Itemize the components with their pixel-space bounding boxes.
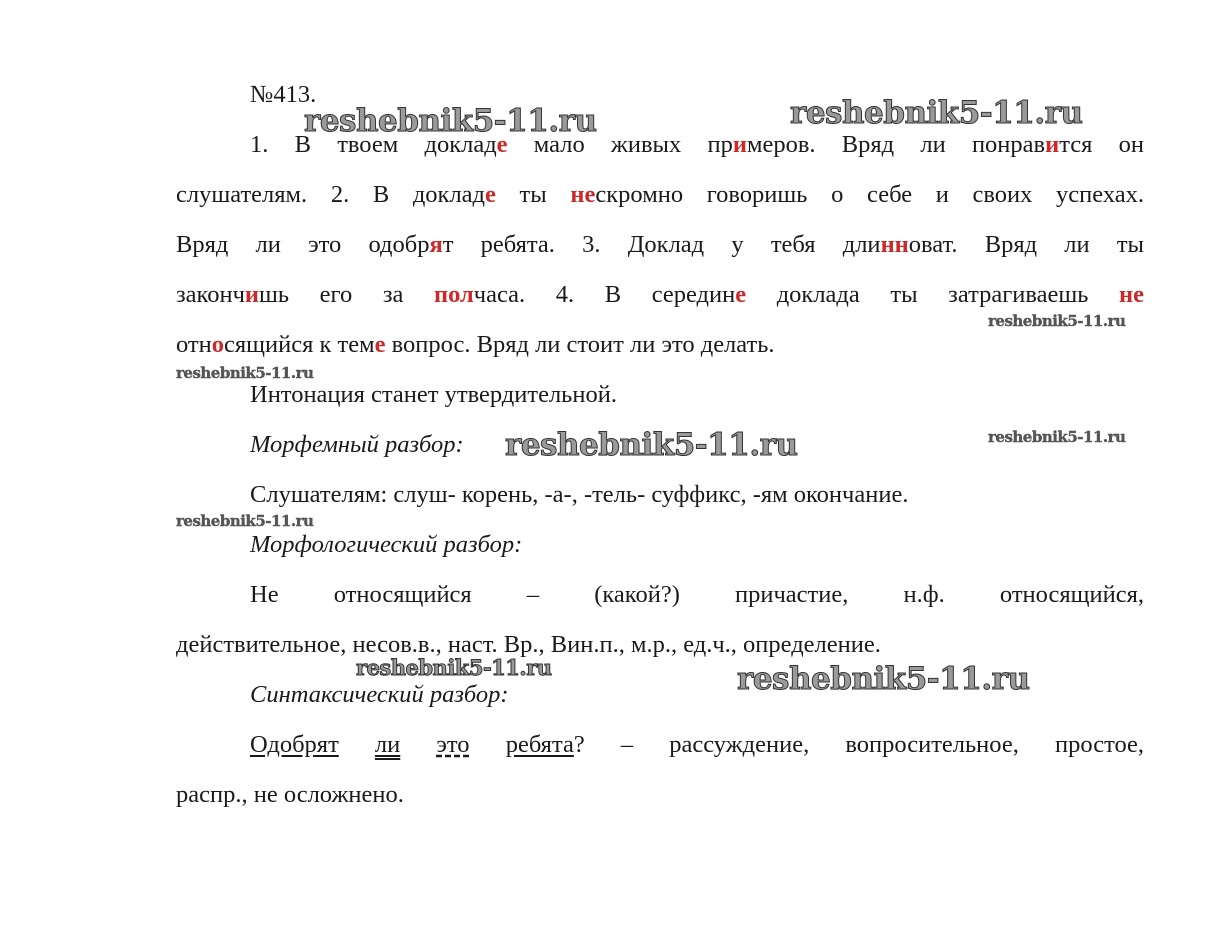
watermark: reshebnik5-11.ru <box>356 655 552 680</box>
morphological-line: Не относящийся – (какой?) причастие, н.ф. относящийся, <box>250 581 1144 608</box>
morphological-heading: Морфологический разбор: <box>250 531 523 558</box>
watermark: reshebnik5-11.ru <box>304 103 597 139</box>
watermark: reshebnik5-11.ru <box>988 312 1126 330</box>
morphological-line: действительное, несов.в., наст. Вр., Вин.п., м.р., ед.ч., определение. <box>176 631 881 658</box>
watermark: reshebnik5-11.ru <box>988 428 1126 446</box>
syntactic-line: Одобрят ли это ребята? – рассуждение, вопросительное, простое, <box>250 731 1145 758</box>
subject-word: Одобрят <box>250 731 339 758</box>
task-number: №413. <box>250 81 317 108</box>
object-word: это <box>436 731 470 758</box>
intonation-text: Интонация станет утвердительной. <box>250 381 617 408</box>
paragraph-line: относящийся к теме вопрос. Вряд ли стоит ли это делать. <box>176 331 775 358</box>
paragraph-line: Вряд ли это одобрят ребята. 3. Доклад у тебя длинноват. Вряд ли ты <box>176 231 1145 258</box>
morphemic-text: Слушателям: слуш- корень, -а-, -тель- суффикс, -ям окончание. <box>250 481 909 508</box>
predicate-word: ли <box>374 731 401 758</box>
watermark: reshebnik5-11.ru <box>790 95 1083 131</box>
morphemic-heading: Морфемный разбор: <box>250 431 464 458</box>
watermark: reshebnik5-11.ru <box>737 661 1030 697</box>
paragraph-line: закончишь его за полчаса. 4. В середине доклада ты затрагиваешь не <box>176 281 1144 308</box>
watermark: reshebnik5-11.ru <box>505 427 798 463</box>
paragraph-line: слушателям. 2. В докладе ты нескромно говоришь о себе и своих успехах. <box>176 181 1145 208</box>
watermark: reshebnik5-11.ru <box>176 512 314 530</box>
syntactic-heading: Синтаксический разбор: <box>250 681 509 708</box>
subject-word: ребята <box>505 731 574 758</box>
paragraph-line: 1. В твоем докладе мало живых примеров. Вряд ли понравится он <box>250 131 1145 158</box>
watermark: reshebnik5-11.ru <box>176 364 314 382</box>
syntactic-line: распр., не осложнено. <box>176 781 404 808</box>
